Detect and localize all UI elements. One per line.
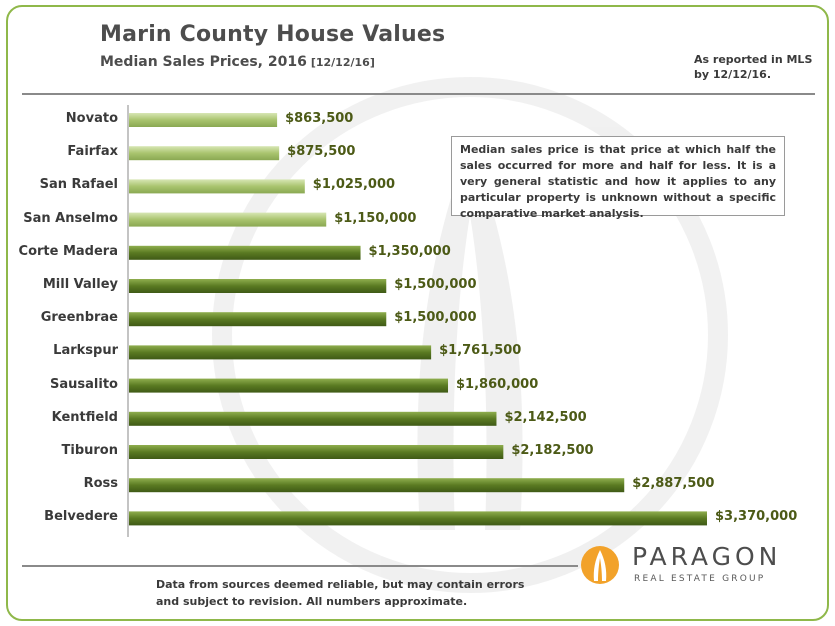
value-label-fairfax: $875,500 [287,144,356,160]
category-label-belvedere: Belvedere [44,509,118,525]
value-label-ross: $2,887,500 [632,476,715,492]
bar-ross [129,478,624,492]
subtitle-text: Median Sales Prices, 2016 [100,54,307,70]
category-label-novato: Novato [65,111,118,126]
brand-name: PARAGON [632,542,782,571]
value-label-novato: $863,500 [285,111,354,126]
category-label-greenbrae: Greenbrae [40,310,118,326]
value-label-corte-madera: $1,350,000 [368,243,451,259]
bar-mill-valley [129,279,386,293]
value-label-belvedere: $3,370,000 [715,509,798,525]
category-label-fairfax: Fairfax [67,144,118,160]
bar-novato [129,113,277,127]
brand-tagline: REAL ESTATE GROUP [634,574,766,584]
category-label-kentfield: Kentfield [51,409,118,425]
value-label-san-rafael: $1,025,000 [312,177,396,193]
chart-subtitle [100,54,375,70]
value-label-san-anselmo: $1,150,000 [334,210,417,226]
subtitle-date: [12/12/16] [310,56,375,69]
value-label-sausalito: $1,860,000 [456,376,539,392]
category-label-sausalito: Sausalito [50,376,118,392]
bar-belvedere [129,511,707,525]
footer-disclaimer: Data from sources deemed reliable, but may contain errors and subject to revision. All numbers approximate. [156,578,525,608]
value-label-mill-valley: $1,500,000 [394,277,477,292]
bar-san-rafael [129,179,305,193]
value-label-larkspur: $1,761,500 [439,343,522,359]
bar-tiburon [129,445,503,459]
bar-kentfield [129,412,496,426]
bar-san-anselmo [129,213,326,227]
value-label-tiburon: $2,182,500 [511,443,594,458]
category-label-san-rafael: San Rafael [39,177,118,193]
category-label-tiburon: Tiburon [61,443,118,458]
paragon-logo-icon [581,546,619,584]
bar-corte-madera [129,246,361,260]
value-label-greenbrae: $1,500,000 [394,310,477,326]
bar-sausalito [129,379,448,393]
bar-larkspur [129,345,431,359]
mls-note: As reported in MLS by 12/12/16. [694,53,813,81]
category-label-larkspur: Larkspur [53,343,118,359]
value-label-kentfield: $2,142,500 [504,409,587,425]
category-label-ross: Ross [83,476,118,492]
bar-fairfax [129,146,279,160]
category-label-mill-valley: Mill Valley [42,277,118,292]
definition-note-box: Median sales price is that price at which half the sales occurred for more and half for less. It is a very general statistic and how it applies to any particular property is unknown without a specific comparative market analysis. [451,136,785,216]
chart-title: Marin County House Values [100,22,446,47]
bar-greenbrae [129,312,386,326]
category-label-corte-madera: Corte Madera [18,243,118,259]
category-label-san-anselmo: San Anselmo [23,210,118,226]
